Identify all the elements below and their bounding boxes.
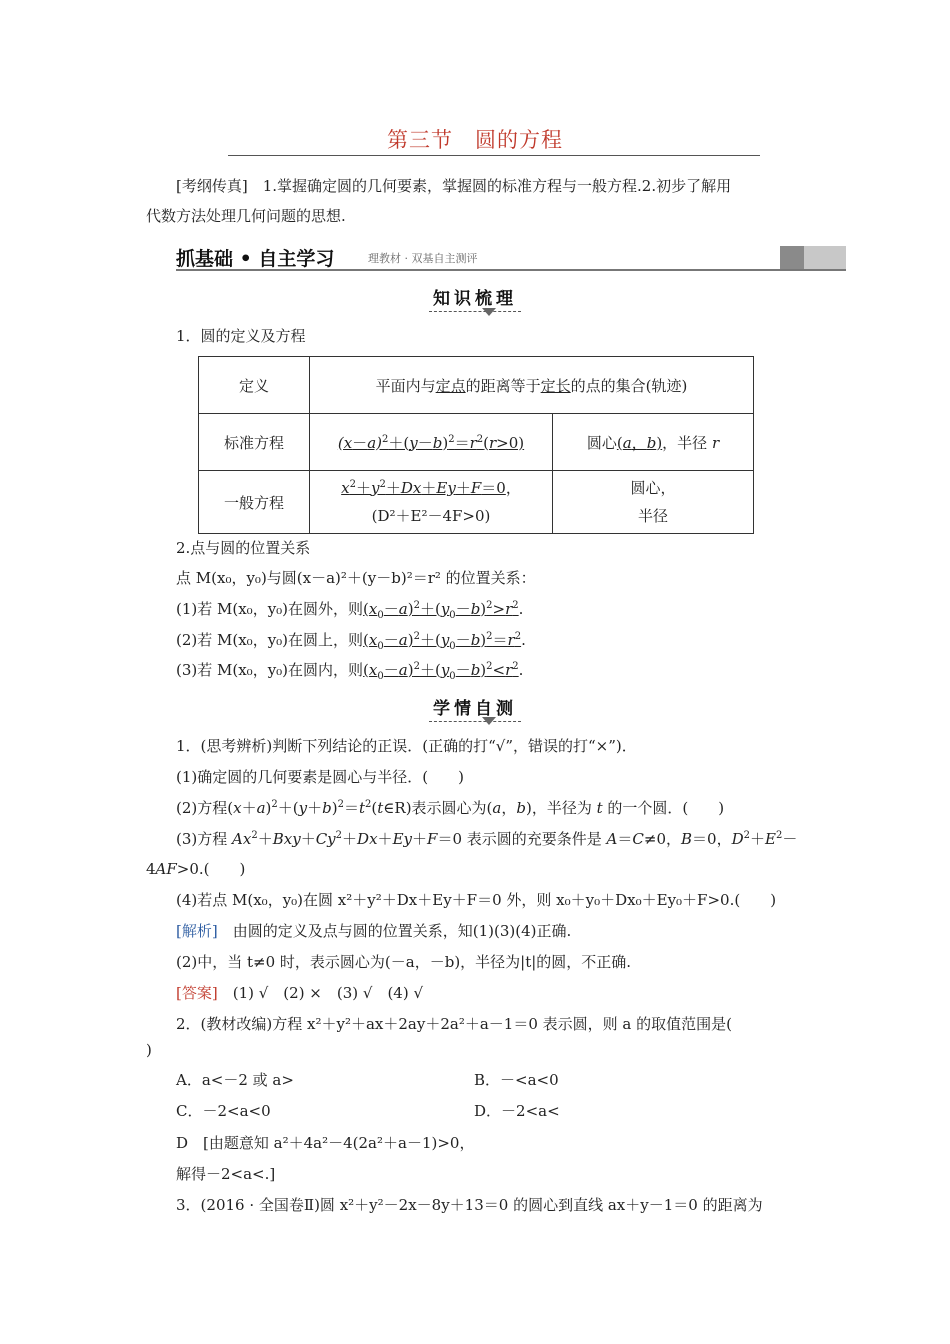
section-selftest <box>0 694 950 719</box>
table-label-standard: 标准方程 <box>199 414 310 471</box>
banner-block-dark <box>780 246 804 269</box>
table-label-definition: 定义 <box>199 357 310 414</box>
table-definition-content: 平面内与定点的距离等于定长的点的集合(轨迹) <box>310 357 754 414</box>
page-title: 第三节 圆的方程 <box>387 128 563 152</box>
q2-stem-2: ) <box>146 1041 152 1059</box>
analysis-text: 由圆的定义及点与圆的位置关系，知(1)(3)(4)正确. <box>217 922 572 940</box>
table-general-center-text: 圆心， <box>630 479 676 497</box>
banner-rule <box>176 269 846 271</box>
table-general-equation: $x^2+y^2+Dx+Ey+F=0$， (D²＋E²－4F>0) <box>310 471 553 534</box>
section-selftest-title: 学情自测 <box>429 699 521 722</box>
item2-case-3: (3)若 M(x₀，y₀)在圆内，则$(x_0-a)^2+(y_0-b)^2<r^2$. <box>176 661 524 682</box>
item1-heading: 1．圆的定义及方程 <box>176 327 306 345</box>
answer-tag: [答案] <box>176 984 218 1002</box>
definition-table <box>198 356 754 534</box>
table-label-general: 一般方程 <box>199 471 310 534</box>
q2-option-d: D．－2<a< <box>474 1102 560 1120</box>
q1-s2: (2)方程$(x+a)^2+(y+b)^2=t^2(t\in R)$表示圆心为(a，b)，半径为 t 的一个圆．( ) <box>176 799 725 817</box>
answer-text: (1) √ (2) × (3) √ (4) √ <box>217 984 424 1002</box>
section-arrow-icon <box>482 717 496 725</box>
table-standard-center: 圆心(a，b)，半径 r <box>553 414 754 471</box>
item2-case-2: (2)若 M(x₀，y₀)在圆上，则$(x_0-a)^2+(y_0-b)^2=r^2$. <box>176 631 526 652</box>
q2-option-b: B．－<a<0 <box>474 1071 559 1089</box>
banner-subtitle: 理教材 · 双基自主测评 <box>368 252 478 265</box>
q2-stem: 2．(教材改编)方程 x²＋y²＋ax＋2ay＋2a²＋a－1＝0 表示圆，则 a 的取值范围是( <box>176 1015 732 1033</box>
item2-heading: 2.点与圆的位置关系 <box>176 539 311 557</box>
banner-title: 抓基础 • 自主学习 <box>176 248 335 270</box>
q1-stem: 1．(思考辨析)判断下列结论的正误．(正确的打“√”，错误的打“×”)． <box>176 737 637 755</box>
table-general-condition: (D²＋E²－4F>0) <box>371 507 491 525</box>
syllabus-line-2: 代数方法处理几何问题的思想. <box>146 207 346 225</box>
item2-line: 点 M(x₀，y₀)与圆(x－a)²＋(y－b)²＝r² 的位置关系： <box>176 569 536 587</box>
q1-analysis <box>176 920 571 941</box>
q2-option-a: A．a<－2 或 a> <box>176 1071 294 1089</box>
syllabus-line-1 <box>176 175 731 196</box>
table-general-radius-text: 半径 <box>637 507 668 525</box>
syllabus-text-1: 1.掌握确定圆的几何要素，掌握圆的标准方程与一般方程.2.初步了解用 <box>247 177 732 195</box>
q2-option-c: C．－2<a<0 <box>176 1102 271 1120</box>
case3-text: (3)若 M(x₀，y₀)在圆内，则 <box>176 661 364 679</box>
section-banner <box>176 244 846 272</box>
q1-s1: (1)确定圆的几何要素是圆心与半径．( ) <box>176 768 464 786</box>
q1-s4: (4)若点 M(x₀，y₀)在圆 x²＋y²＋Dx＋Ey＋F＝0 外，则 x₀＋y₀＋Dx₀＋Ey₀＋F>0.( ) <box>176 891 777 909</box>
q1-s3-cont: 4AF>0.( ) <box>146 860 246 878</box>
q1-answer <box>176 982 423 1003</box>
analysis-tag: [解析] <box>176 922 218 940</box>
q1-analysis-2: (2)中，当 t≠0 时，表示圆心为(－a，－b)，半径为|t|的圆，不正确. <box>176 953 632 971</box>
section-knowledge <box>0 284 950 309</box>
case1-text: (1)若 M(x₀，y₀)在圆外，则 <box>176 600 364 618</box>
section-arrow-icon <box>482 308 496 316</box>
table-standard-equation: $(x-a)^2+(y-b)^2=r^2(r>0)$ <box>310 414 553 471</box>
case2-text: (2)若 M(x₀，y₀)在圆上，则 <box>176 631 364 649</box>
q3-stem: 3．(2016 · 全国卷Ⅱ)圆 x²＋y²－2x－8y＋13＝0 的圆心到直线 ax＋y－1＝0 的距离为 <box>176 1196 763 1214</box>
table-general-center <box>553 471 754 534</box>
banner-block-light <box>804 246 846 269</box>
item2-case-1: (1)若 M(x₀，y₀)在圆外，则$(x_0-a)^2+(y_0-b)^2>r^2$. <box>176 600 524 621</box>
q2-solution-1: D [由题意知 a²＋4a²－4(2a²＋a－1)>0， <box>176 1134 475 1152</box>
q1-s3: (3)方程 $Ax^2+Bxy+Cy^2+Dx+Ey+F=0$ 表示圆的充要条件是 A＝C≠0，B＝0，$D^2+E^2-$ <box>176 830 798 848</box>
title-divider <box>228 155 760 156</box>
q2-solution-2: 解得－2<a<.] <box>176 1165 276 1183</box>
section-knowledge-title: 知识梳理 <box>429 289 521 312</box>
syllabus-tag: [考纲传真] <box>176 177 248 195</box>
